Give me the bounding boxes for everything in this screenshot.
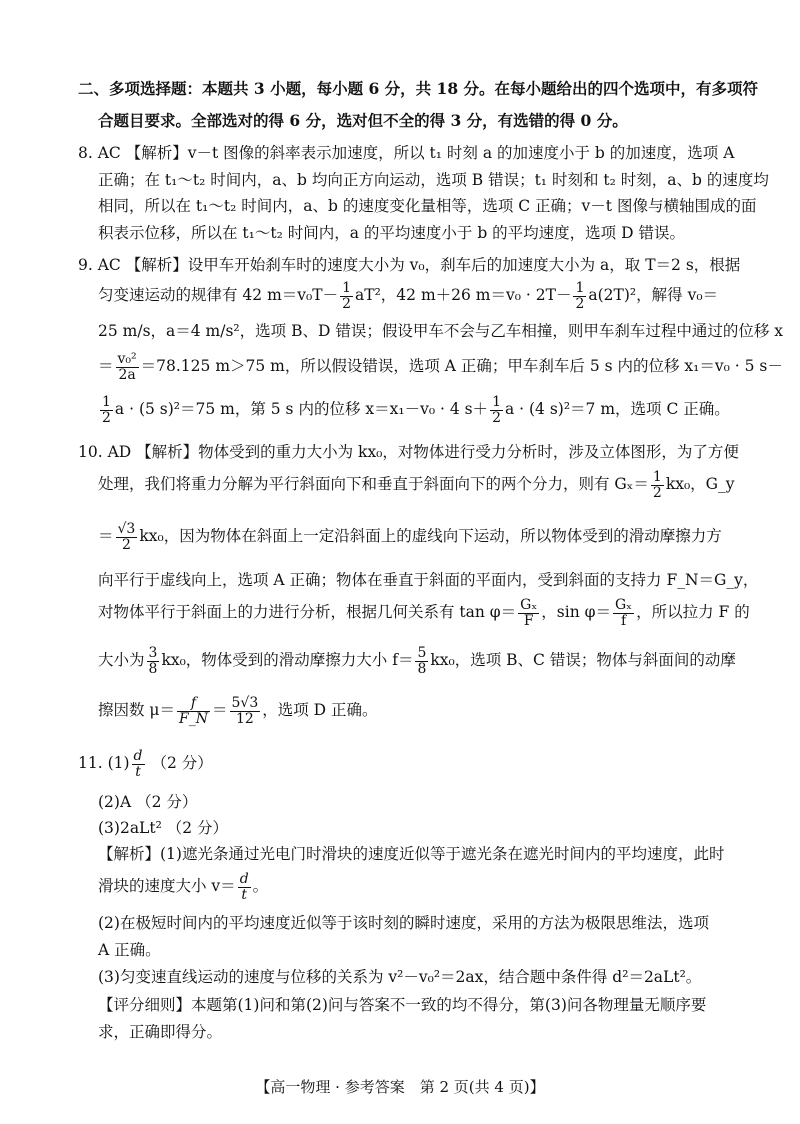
fraction: $\frac{1}{2}$ [492,394,501,426]
fraction: $\frac{d}{t}$ [133,748,143,780]
fraction: $\frac{\text{Gₓ}}{f}$ [614,597,633,629]
q8-line1: 8. AC 【解析】v－t 图像的斜率表示加速度，所以 t₁ 时刻 a 的加速度小于 b 的加速度，选项 A [78,144,735,162]
q11-explanation-line1: 【解析】(1)遮光条通过光电门时滑块的速度近似等于遮光条在遮光时间内的平均速度，此时 [98,845,725,863]
q11-explanation-line2: 滑块的速度大小 v＝ $\frac{d}{t}$ 。 [98,871,269,903]
page-footer: 【高一物理 · 参考答案 第 2 页(共 4 页)】 [255,1078,545,1096]
q11-answer3: (3)2aLt² （2 分） [98,819,229,837]
fraction: $\frac{f}{F\_N}$ [179,695,208,727]
q11-scoring-line1: 【评分细则】本题第(1)问和第(2)问与答案不一致的均不得分，第(3)问各物理量无顺序要 [98,996,707,1014]
q10-line5: 对物体平行于斜面上的力进行分析，根据几何关系有 tan φ＝ $\frac{\text{Gₓ}}{F}$ ，sin φ＝ $\frac{\text{Gₓ}}{f}$ ，所以拉力 F 的 [98,597,750,629]
fraction: $\frac{\text{v₀²}}{2a}$ [117,351,137,383]
q10-line2: 处理，我们将重力分解为平行斜面向下和垂直于斜面向下的两个分力，则有 Gₓ＝ $\frac{1}{2}$ kx₀，G_y [98,469,735,501]
q9-line1: 9. AC 【解析】设甲车开始刹车时的速度大小为 v₀，刹车后的加速度大小为 a，取 T＝2 s，根据 [78,256,741,274]
fraction: $\frac{1}{2}$ [652,469,662,501]
q10-line6: 大小为 $\frac{3}{8}$ kx₀，物体受到的滑动摩擦力大小 f＝ $\frac{5}{8}$ kx₀，选项 B、C 错误；物体与斜面间的动摩 [98,645,736,677]
fraction: $\frac{5√3}{12}$ [231,695,259,727]
section-title-line2: 合题目要求。全部选对的得 6 分，选对但不全的得 3 分，有选错的得 0 分。 [98,111,628,130]
fraction: $\frac{√3}{2}$ [117,521,136,553]
q11-answer2: (2)A （2 分） [98,793,198,811]
q9-line2: 匀变速运动的规律有 42 m＝v₀T－ $\frac{1}{2}$ aT²，42 m＋26 m＝v₀ · 2T－ $\frac{1}{2}$ a(2T)²，解得 v₀＝ [98,280,719,312]
q10-line3: ＝ $\frac{√3}{2}$ kx₀，因为物体在斜面上一定沿斜面上的虚线向下运动，所以物体受到的滑动摩擦力方 [98,521,722,553]
q8-line2: 正确；在 t₁～t₂ 时间内，a、b 均向正方向运动，选项 B 错误；t₁ 时刻和 t₂ 时刻，a、b 的速度均 [98,171,769,189]
q8-line3: 相同，所以在 t₁～t₂ 时间内，a、b 的速度变化量相等，选项 C 正确；v－t 图像与横轴围成的面 [98,197,757,215]
q11-scoring-line2: 求，正确即得分。 [98,1023,223,1041]
q10-line4: 向平行于虚线向上，选项 A 正确；物体在垂直于斜面的平面内，受到斜面的支持力 F_N＝G_y， [98,571,759,589]
fraction: $\frac{3}{8}$ [148,645,158,677]
fraction: $\frac{\text{Gₓ}}{F}$ [520,597,538,629]
fraction: $\frac{1}{2}$ [575,280,585,312]
q11-answer1: 11. (1) $\frac{d}{t}$ （2 分） [78,748,213,780]
q9-line4: ＝ $\frac{\text{v₀²}}{2a}$ ＝78.125 m＞75 m，所以假设错误，选项 A 正确；甲车刹车后 5 s 内的位移 x₁＝v₀ · 5 s－ [98,351,783,383]
q9-line5: $\frac{1}{2}$ a · (5 s)²＝75 m，第 5 s 内的位移 x＝x₁－v₀ · 4 s＋ $\frac{1}{2}$ a · (4 s)²＝7 m，选项 C 正确。 [102,394,730,426]
section-title-line1: 二、多项选择题：本题共 3 小题，每小题 6 分，共 18 分。在每小题给出的四个选项中，有多项符 [78,79,759,98]
q8-line4: 积表示位移，所以在 t₁～t₂ 时间内，a 的平均速度小于 b 的平均速度，选项 D 错误。 [98,224,685,242]
q11-explanation-line3: (2)在极短时间内的平均速度近似等于该时刻的瞬时速度，采用的方法为极限思维法，选项 [98,914,709,932]
q10-line7: 擦因数 μ＝ $\frac{f}{F\_N}$ ＝ $\frac{5√3}{12}$ ，选项 D 正确。 [98,695,378,727]
fraction: $\frac{5}{8}$ [417,645,427,677]
fraction: $\frac{d}{t}$ [239,871,249,903]
q10-line1: 10. AD 【解析】物体受到的重力大小为 kx₀，对物体进行受力分析时，涉及立体图形，为了方便 [78,443,739,461]
q11-explanation-line5: (3)匀变速直线运动的速度与位移的关系为 v²－v₀²＝2ax，结合题中条件得 d²＝2aLt²。 [98,968,702,986]
fraction: $\frac{1}{2}$ [102,394,111,426]
q9-line3: 25 m/s，a＝4 m/s²，选项 B、D 错误；假设甲车不会与乙车相撞，则甲车刹车过程中通过的位移 x [98,322,783,340]
q11-explanation-line4: A 正确。 [98,941,161,959]
fraction: $\frac{1}{2}$ [342,280,352,312]
